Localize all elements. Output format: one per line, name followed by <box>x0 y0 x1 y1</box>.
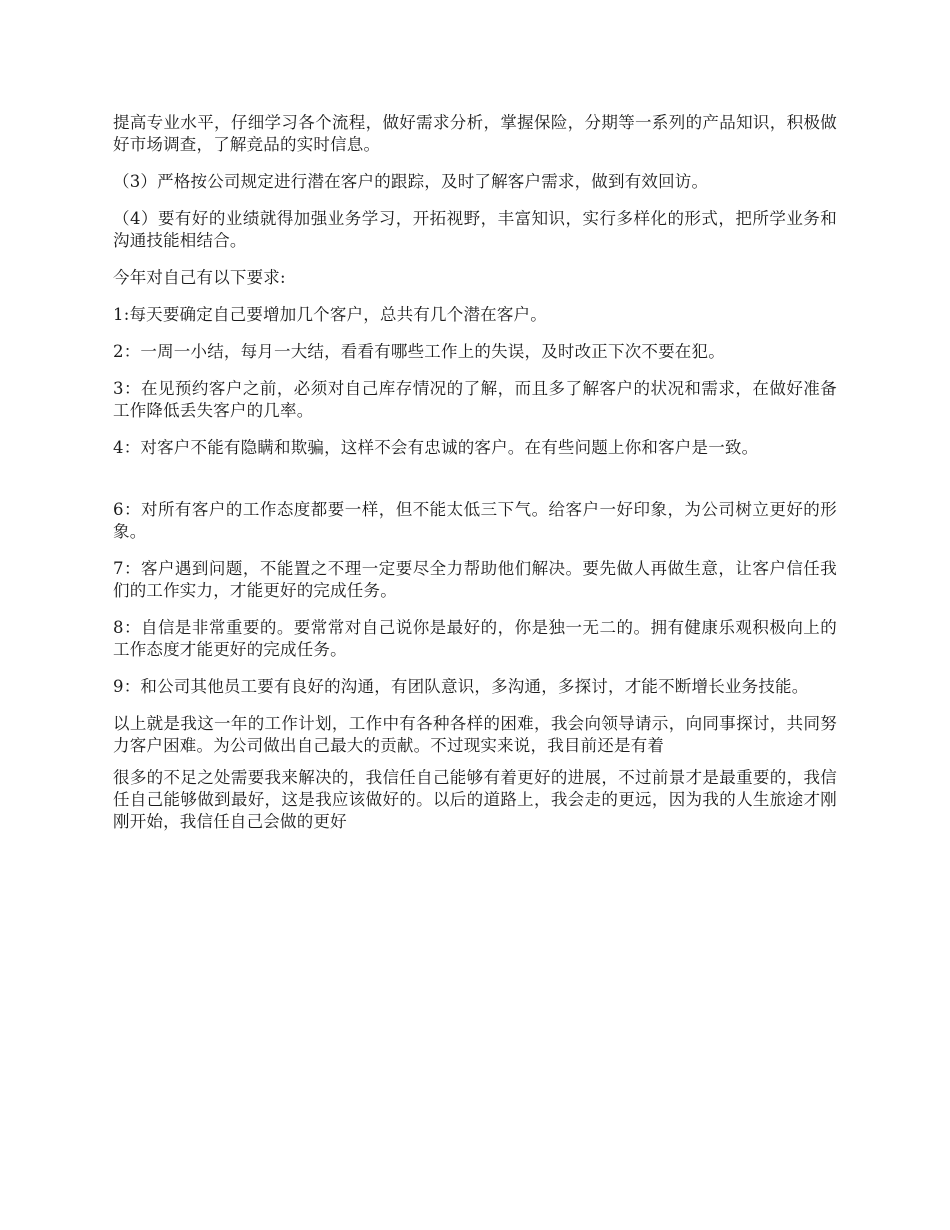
paragraph-requirement-3: 3：在见预约客户之前，必须对自己库存情况的了解，而且多了解客户的状况和需求，在做好准备工作降低丢失客户的几率。 <box>113 379 837 420</box>
paragraph-requirement-6: 6：对所有客户的工作态度都要一样，但不能太低三下气。给客户一好印象，为公司树立更好的形象。 <box>113 500 837 541</box>
paragraph-requirement-1: 1:每天要确定自己要增加几个客户，总共有几个潜在客户。 <box>113 305 547 324</box>
paragraph-item-3: （3）严格按公司规定进行潜在客户的跟踪，及时了解客户需求，做到有效回访。 <box>113 172 709 191</box>
paragraph-requirement-9: 9：和公司其他员工要有良好的沟通，有团队意识，多沟通，多探讨，才能不断增长业务技能。 <box>113 677 809 696</box>
paragraph-requirement-7: 7：客户遇到问题，不能置之不理一定要尽全力帮助他们解决。要先做人再做生意，让客户信任我们的工作实力，才能更好的完成任务。 <box>113 559 837 600</box>
paragraph-closing: 很多的不足之处需要我来解决的，我信任自己能够有着更好的进展，不过前景才是最重要的，我信任自己能够做到最好，这是我应该做好的。以后的道路上，我会走的更远，因为我的人生旅途才刚刚开始，我信任自己会做的更好 <box>113 768 837 831</box>
paragraph-requirements-heading: 今年对自己有以下要求: <box>113 268 286 287</box>
paragraph-item-4: （4）要有好的业绩就得加强业务学习，开拓视野，丰富知识，实行多样化的形式，把所学业务和沟通技能相结合。 <box>113 209 837 250</box>
paragraph-requirement-4: 4：对客户不能有隐瞒和欺骗，这样不会有忠诚的客户。在有些问题上你和客户是一致。 <box>113 438 759 457</box>
paragraph-requirement-8: 8：自信是非常重要的。要常常对自己说你是最好的，你是独一无二的。拥有健康乐观积极向上的工作态度才能更好的完成任务。 <box>113 618 837 659</box>
paragraph-requirement-2: 2：一周一小结，每月一大结，看看有哪些工作上的失误，及时改正下次不要在犯。 <box>113 342 725 361</box>
paragraph-summary: 以上就是我这一年的工作计划，工作中有各种各样的困难，我会向领导请示，向同事探讨，共同努力客户困难。为公司做出自己最大的贡献。不过现实来说，我目前还是有着 <box>113 714 837 755</box>
paragraph-intro: 提高专业水平，仔细学习各个流程，做好需求分析，掌握保险，分期等一系列的产品知识，积极做好市场调查，了解竞品的实时信息。 <box>113 113 837 154</box>
